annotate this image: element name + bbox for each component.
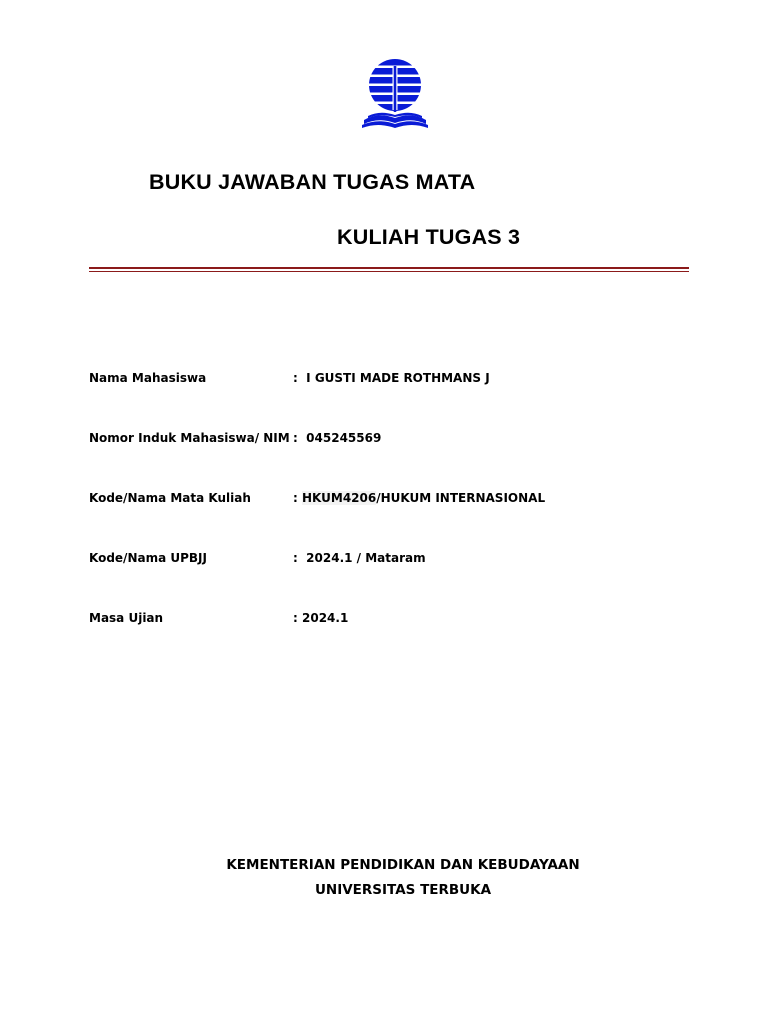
title-divider-thick [89,267,689,269]
student-name-value: : I GUSTI MADE ROTHMANS J [293,371,490,385]
course-code: HKUM4206 [302,491,377,505]
logo-svg [360,54,430,132]
exam-period-label: Masa Ujian [89,611,164,625]
exam-period-value: : 2024.1 [293,611,349,625]
student-nim-value: : 045245569 [293,431,382,445]
ministry-name: KEMENTERIAN PENDIDIKAN DAN KEBUDAYAAN [226,857,580,873]
student-nim-label: Nomor Induk Mahasiswa/ NIM [89,431,290,445]
title-divider-thin [89,271,689,272]
document-title-line-2: KULIAH TUGAS 3 [337,225,521,249]
student-name-label: Nama Mahasiswa [89,371,207,385]
universitas-terbuka-logo-icon [360,54,430,132]
course-value: : HKUM4206/HUKUM INTERNASIONAL [293,491,546,505]
course-label: Kode/Nama Mata Kuliah [89,491,251,505]
course-name: /HUKUM INTERNASIONAL [376,491,546,505]
upbjj-value: : 2024.1 / Mataram [293,551,426,565]
upbjj-label: Kode/Nama UPBJJ [89,551,207,565]
university-name: UNIVERSITAS TERBUKA [314,882,492,898]
document-title-line-1: BUKU JAWABAN TUGAS MATA [149,170,476,194]
